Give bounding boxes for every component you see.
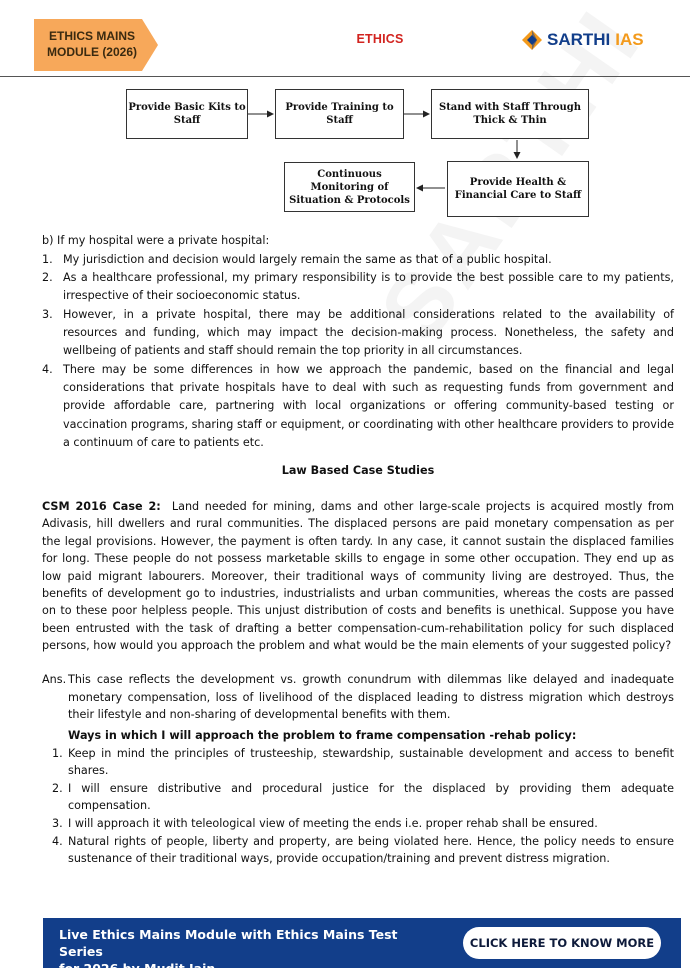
promo-text — [59, 926, 439, 976]
logo-name: SARTHI — [547, 30, 611, 49]
subject-title: ETHICS — [356, 32, 404, 46]
flow-node-monitoring — [284, 162, 415, 212]
list-number: 3. — [42, 308, 53, 321]
module-line-1: ETHICS MAINS — [48, 29, 135, 43]
list-item: My jurisdiction and decision would largely remain the same as that of a public hospital. — [63, 253, 552, 266]
case-question — [42, 498, 674, 655]
flow-node-label: Provide Health & Financial Care to Staff — [454, 177, 582, 201]
ways-heading: Ways in which I will approach the problem to frame compensation -rehab policy: — [68, 729, 577, 742]
logo-suffix: IAS — [615, 30, 644, 49]
list-item: As a healthcare professional, my primary responsibility is to provide the best possible care to my patients, irrespective of their socioeconomic status. — [63, 271, 674, 303]
promo-line-2: for 2026 by Mudit Jain — [59, 961, 216, 976]
list-item: Keep in mind the principles of trusteeship, stewardship, sustainable development and access to benefit shares. — [68, 747, 674, 778]
list-number: 4. — [42, 363, 53, 376]
list-item: However, in a private hospital, there may be additional considerations related to the availability of resources and funding, which may impact the decision-making process. Nonetheless, the safety and wellbeing of patients and staff should remain the top priority in all circumstances. — [63, 308, 674, 358]
flow-node-label: Stand with Staff Through Thick & Thin — [438, 102, 582, 126]
flow-node-label: Provide Training to Staff — [285, 102, 394, 126]
list-item: I will approach it with teleological view of meeting the ends i.e. proper rehab shall be ensured. — [68, 817, 598, 830]
section-b-intro: b) If my hospital were a private hospital: — [42, 234, 270, 247]
flow-node-label: Provide Basic Kits to Staff — [128, 102, 246, 126]
list-number: 1. — [52, 747, 63, 760]
case-text: Land needed for mining, dams and other large-scale projects is acquired mostly from Adivasis, hill dwellers and rural communities. The displaced persons are paid monetary compensation as per the legal provisions. However, the payment is often tardy. In any case, it cannot sustain the displaced families for long. These people do not possess marketable skills to engage in some other occupation. They end up as low paid migrant labourers. Moreover, their traditional ways of community living are destroyed. Thus, the benefits of development go to industries, industrialists and urban communities, whereas the costs are passed on to these poor helpless people. This unjust distribution of costs and benefits is unethical. Suppose you have been entrusted with the task of drafting a better compensation-cum-rehabilitation policy for such displaced persons, how would you approach the problem and what would be the main elements of your suggested policy? — [42, 500, 674, 653]
flow-node-training — [275, 89, 404, 139]
section-heading: Law Based Case Studies — [281, 464, 435, 477]
flow-node-stand-with-staff — [431, 89, 589, 139]
list-item: There may be some differences in how we approach the pandemic, based on the financial and legal considerations that private hospitals have to deal with such as requesting funds from government and provide affordable care, partnering with local organizations or offering community-based testing or vaccination programs, sharing staff or equipment, or coordinating with other healthcare providers to provide a continuum of care to patients etc. — [63, 363, 674, 449]
module-line-2: MODULE (2026) — [46, 45, 138, 59]
list-number: 4. — [52, 835, 63, 848]
case-label: CSM 2016 Case 2: — [42, 500, 161, 513]
list-number: 3. — [52, 817, 63, 830]
know-more-button[interactable]: CLICK HERE TO KNOW MORE — [463, 927, 661, 959]
flow-node-label: Continuous Monitoring of Situation & Protocols — [289, 168, 410, 206]
list-number: 2. — [52, 782, 63, 795]
promo-banner[interactable] — [43, 918, 681, 976]
flow-node-health-financial — [447, 161, 589, 217]
flow-node-basic-kits — [126, 89, 248, 139]
list-number: 1. — [42, 253, 53, 266]
list-item: I will ensure distributive and procedural justice for the displaced by providing them adequate compensation. — [68, 782, 674, 813]
answer-text: This case reflects the development vs. growth conundrum with dilemmas like delayed and inadequate monetary compensation, loss of livelihood of the displaced leading to distress migration which destroys their lifestyle and non-sharing of developmental benefits with them. — [68, 673, 674, 722]
promo-line-1: Live Ethics Mains Module with Ethics Mains Test Series — [59, 927, 398, 959]
list-item: Natural rights of people, liberty and property, are being violated here. Hence, the policy needs to ensure sustenance of their traditional ways, provide occupation/training and prevent distress migration. — [68, 835, 674, 866]
answer-label: Ans. — [42, 673, 67, 686]
list-number: 2. — [42, 271, 53, 284]
